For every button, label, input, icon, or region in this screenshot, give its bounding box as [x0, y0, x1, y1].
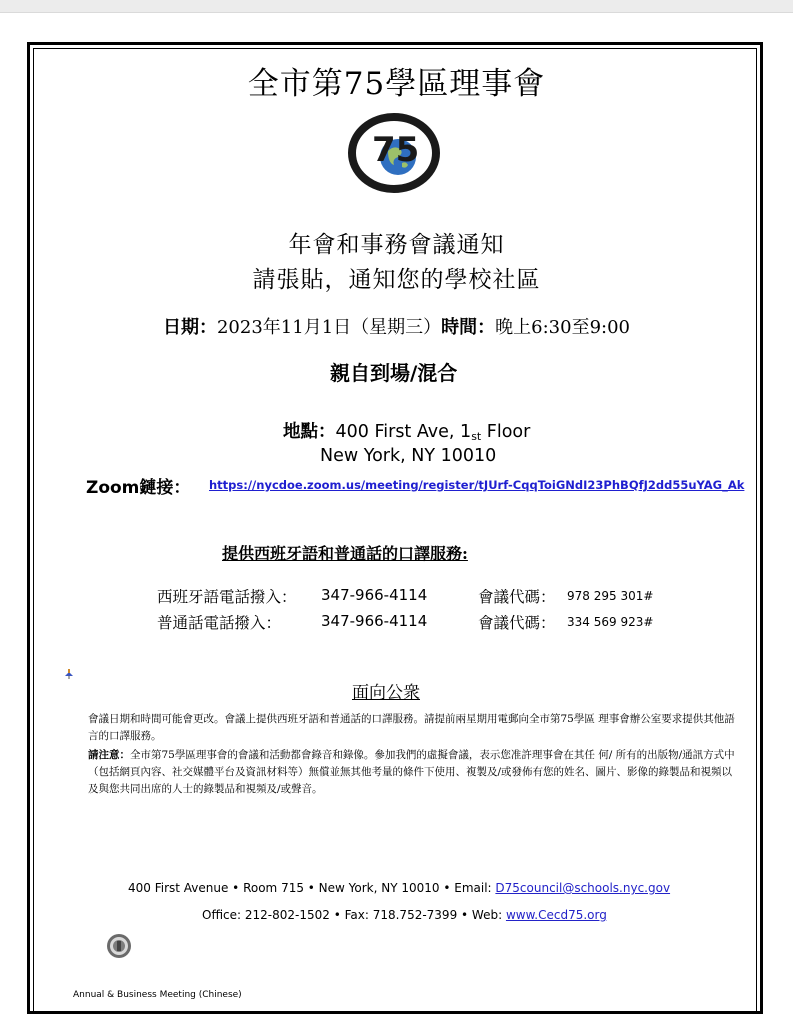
mandarin-code-label: 會議代碼：	[478, 614, 556, 632]
spanish-code: 978 295 301#	[567, 589, 654, 603]
public-paragraph-1: 會議日期和時間可能會更改。會議上提供西班牙語和普通話的口譯服務。請提前兩星期用電郵向全市第75學區 理事會辦公室要求提供其他語言的口譯服務。	[88, 713, 735, 742]
location-line-2: New York, NY 10010	[320, 446, 497, 466]
address-pre: 400 First Ave, 1	[335, 422, 472, 442]
footer-address: 400 First Avenue • Room 715 • New York, NY 10010 • Email:	[128, 881, 496, 895]
logo-number: 75	[372, 130, 420, 170]
time-value: 晚上6:30至9:00	[495, 317, 630, 338]
public-heading: 面向公衆	[352, 683, 420, 703]
zoom-label: Zoom鏈接：	[86, 478, 191, 498]
mandarin-dialin-phone: 347-966-4114	[321, 612, 428, 630]
page-title: 全市第75學區理事會	[247, 66, 546, 102]
location-label: 地點：	[283, 422, 336, 442]
interpretation-heading: 提供西班牙語和普通話的口譯服務:	[222, 544, 468, 563]
notice-label: 請注意：	[88, 749, 130, 761]
footnote: Annual & Business Meeting (Chinese)	[73, 990, 242, 1000]
date-label: 日期：	[162, 317, 217, 338]
notice-line-2: 請張貼，通知您的學校社區	[252, 267, 541, 293]
mandarin-code: 334 569 923#	[567, 615, 654, 629]
footer-address-line	[128, 881, 670, 895]
notice-line-1: 年會和事務會議通知	[288, 232, 505, 258]
footer-web-link[interactable]: www.Cecd75.org	[505, 908, 607, 922]
footer-phones: Office: 212-802-1502 • Fax: 718.752-7399 • Web:	[202, 908, 506, 922]
date-time-line	[0, 313, 793, 339]
spanish-dialin-label: 西班牙語電話撥入：	[157, 588, 297, 606]
address-sup: st	[471, 430, 482, 443]
mandarin-dialin-label: 普通話電話撥入：	[157, 614, 282, 632]
pushpin-icon	[63, 668, 75, 680]
time-label: 時間：	[441, 317, 496, 338]
footer-email-link[interactable]: D75council@schools.nyc.gov	[495, 881, 671, 895]
date-value: 2023年11月1日（星期三）	[216, 317, 442, 338]
address-post: Floor	[481, 422, 531, 442]
meeting-mode: 親自到場/混合	[330, 361, 458, 385]
location-line-1	[283, 418, 530, 443]
public-paragraph-2	[88, 747, 738, 798]
nyc-seal-icon	[106, 933, 132, 959]
spanish-dialin-phone: 347-966-4114	[321, 586, 428, 604]
viewer-top-bar	[0, 0, 793, 13]
footer-contact-line	[202, 908, 607, 922]
zoom-link[interactable]: https://nycdoe.zoom.us/meeting/register/tJUrf-CqqToiGNdI23PhBQfJ2dd55uYAG_Ak	[209, 478, 745, 492]
notice-text: 全市第75學區理事會的會議和活動都會錄音和錄像。參加我們的虛擬會議，表示您准許理事會在其任 何/ 所有的出版物/通訊方式中（包括網頁內容、社交媒體平台及資訊材料等）無償並無其他考量的條件下使用、複製及/或發佈有您的姓名、圖片、影像的錄製品和視頻以及與您共同出席的人士的錄製品和視頻及/或聲音。	[88, 749, 735, 795]
d75-globe-logo-icon	[348, 113, 440, 193]
spanish-code-label: 會議代碼：	[478, 588, 556, 606]
